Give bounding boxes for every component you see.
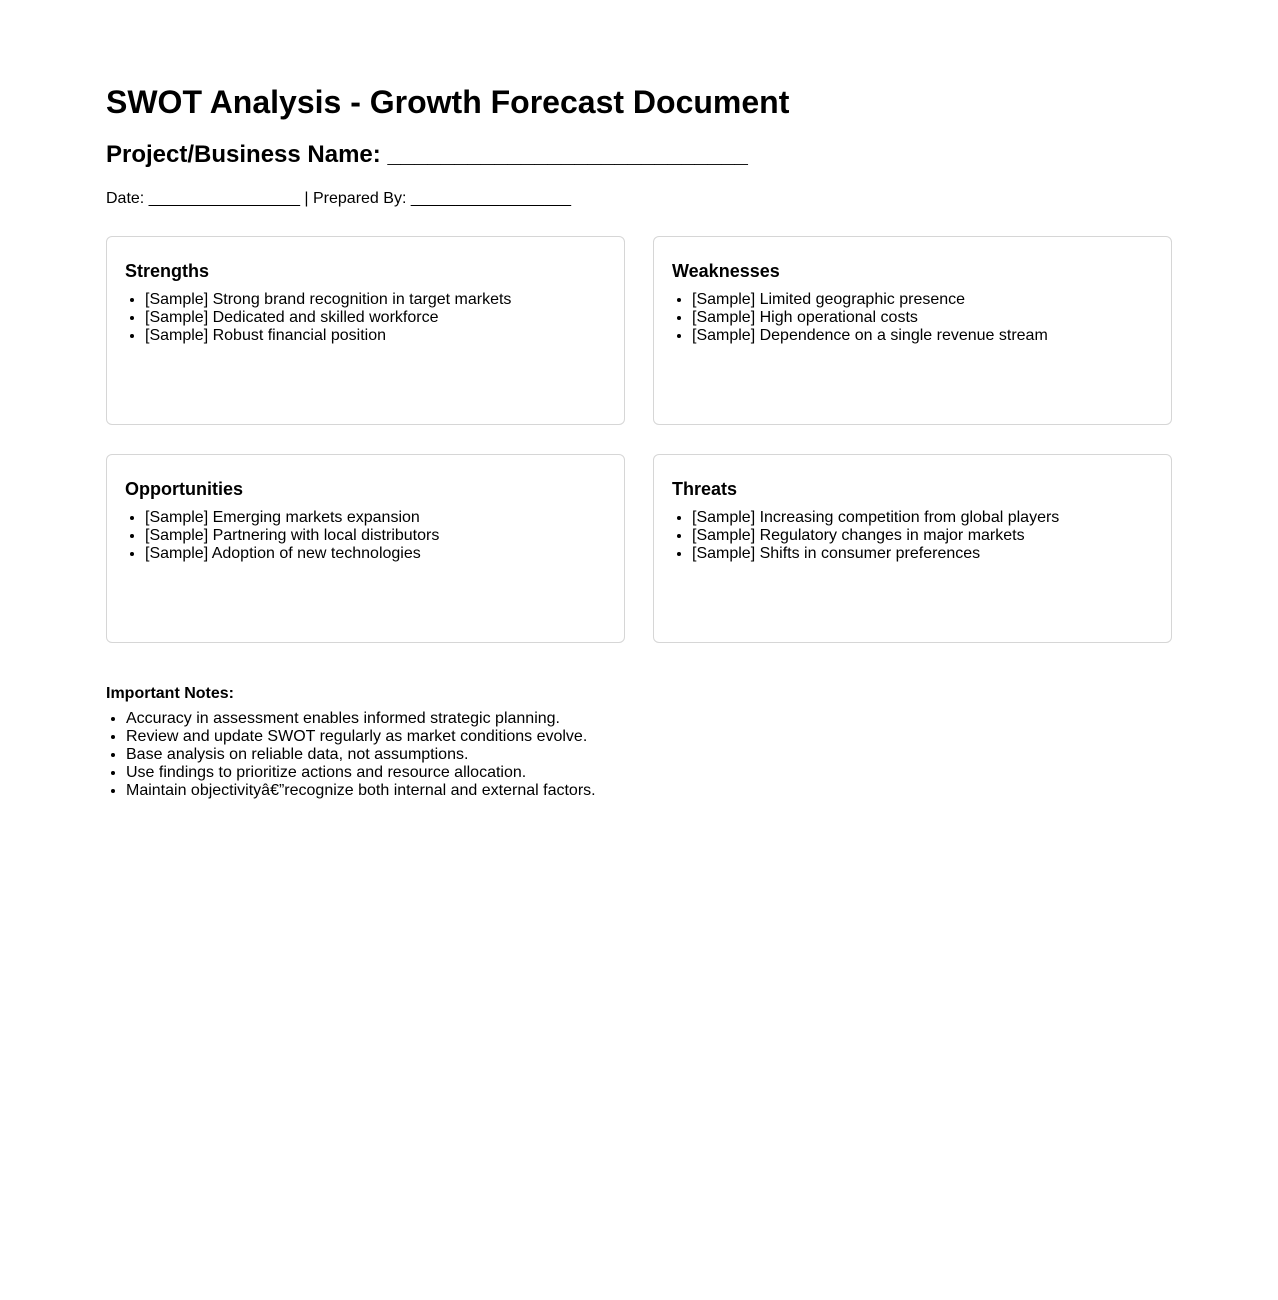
list-item: • [Sample] Emerging markets expansion xyxy=(145,509,439,527)
strengths-box xyxy=(106,236,625,425)
opportunities-box xyxy=(106,454,625,643)
list-item: • [Sample] Shifts in consumer preferences xyxy=(692,545,1059,563)
strengths-heading: Strengths xyxy=(125,261,210,281)
list-item: • [Sample] Adoption of new technologies xyxy=(145,545,439,563)
list-item: • Use findings to prioritize actions and resource allocation. xyxy=(126,764,596,782)
threats-list xyxy=(672,509,1059,563)
list-item: • [Sample] Dependence on a single revenue stream xyxy=(692,327,1048,345)
date-prepared-by-line: Date: _________________ | Prepared By: __________________ xyxy=(106,190,572,207)
list-item: • [Sample] Dedicated and skilled workforce xyxy=(145,309,511,327)
list-item: • [Sample] High operational costs xyxy=(692,309,1048,327)
weaknesses-list xyxy=(672,291,1048,345)
list-item: • [Sample] Regulatory changes in major markets xyxy=(692,527,1059,545)
list-item: • [Sample] Increasing competition from global players xyxy=(692,509,1059,527)
weaknesses-heading: Weaknesses xyxy=(672,261,780,281)
threats-heading: Threats xyxy=(672,479,738,499)
opportunities-heading: Opportunities xyxy=(125,479,243,499)
list-item: • Base analysis on reliable data, not assumptions. xyxy=(126,746,596,764)
notes-heading: Important Notes: xyxy=(106,685,234,702)
project-name-line: Project/Business Name: ___________________________ xyxy=(106,141,748,168)
list-item: • [Sample] Strong brand recognition in target markets xyxy=(145,291,511,309)
strengths-list xyxy=(125,291,511,345)
weaknesses-box xyxy=(653,236,1172,425)
notes-list xyxy=(106,710,596,800)
document-title: SWOT Analysis - Growth Forecast Document xyxy=(106,84,790,120)
threats-box xyxy=(653,454,1172,643)
list-item: • Accuracy in assessment enables informed strategic planning. xyxy=(126,710,596,728)
list-item: • Review and update SWOT regularly as market conditions evolve. xyxy=(126,728,596,746)
list-item: • [Sample] Partnering with local distributors xyxy=(145,527,439,545)
list-item: • [Sample] Limited geographic presence xyxy=(692,291,1048,309)
opportunities-list xyxy=(125,509,439,563)
list-item: • Maintain objectivityâ€”recognize both internal and external factors. xyxy=(126,782,596,800)
list-item: • [Sample] Robust financial position xyxy=(145,327,511,345)
